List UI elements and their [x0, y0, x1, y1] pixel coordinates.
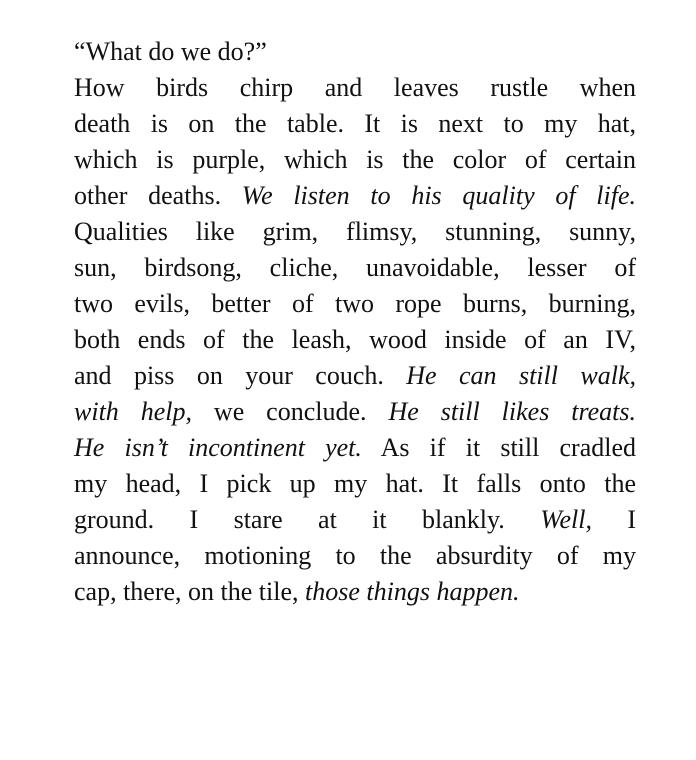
poem-line [74, 538, 636, 574]
italic-text: He can still walk, [406, 361, 636, 390]
line-text: I [591, 505, 636, 534]
line-text: and piss on your couch. [74, 361, 407, 390]
italic-text: He still likes treats. [388, 397, 637, 426]
poem-line [74, 574, 636, 610]
poem-line [74, 430, 636, 466]
poem-line [74, 466, 636, 502]
italic-text: He isn’t incontinent yet. [74, 433, 362, 462]
poem-page [74, 34, 636, 610]
line-text: As if it still cradled [361, 433, 636, 462]
line-text: death is on the table. It is next to my hat, [74, 109, 636, 138]
line-text: announce, motioning to the absurdity of my [74, 541, 636, 570]
line-text: sun, birdsong, cliche, unavoidable, lesser of [74, 253, 636, 282]
italic-text: with help, [74, 397, 192, 426]
line-text: both ends of the leash, wood inside of an IV, [74, 325, 636, 354]
poem-line [74, 358, 636, 394]
line-text: we conclude. [192, 397, 389, 426]
line-text: cap, there, on the tile, [74, 577, 306, 606]
line-text: ground. I stare at it blankly. [74, 505, 541, 534]
italic-text: Well, [540, 505, 592, 534]
opening-quote: “What do we do?” [74, 37, 267, 66]
line-text: other deaths. [74, 181, 242, 210]
line-text: which is purple, which is the color of certain [74, 145, 636, 174]
line-text: How birds chirp and leaves rustle when [74, 73, 636, 102]
poem-body [74, 70, 636, 610]
line-text: Qualities like grim, flimsy, stunning, sunny, [74, 217, 636, 246]
poem-line [74, 214, 636, 250]
poem-line [74, 286, 636, 322]
italic-text: We listen to his quality of life. [241, 181, 636, 210]
poem-line [74, 106, 636, 142]
line-text: my head, I pick up my hat. It falls onto the [74, 469, 636, 498]
line-text: two evils, better of two rope burns, burning, [74, 289, 636, 318]
poem-line [74, 142, 636, 178]
poem-line [74, 70, 636, 106]
poem-line [74, 394, 636, 430]
italic-text: those things happen. [305, 577, 520, 606]
poem-line [74, 178, 636, 214]
poem-line [74, 502, 636, 538]
poem-line [74, 322, 636, 358]
poem-line [74, 250, 636, 286]
